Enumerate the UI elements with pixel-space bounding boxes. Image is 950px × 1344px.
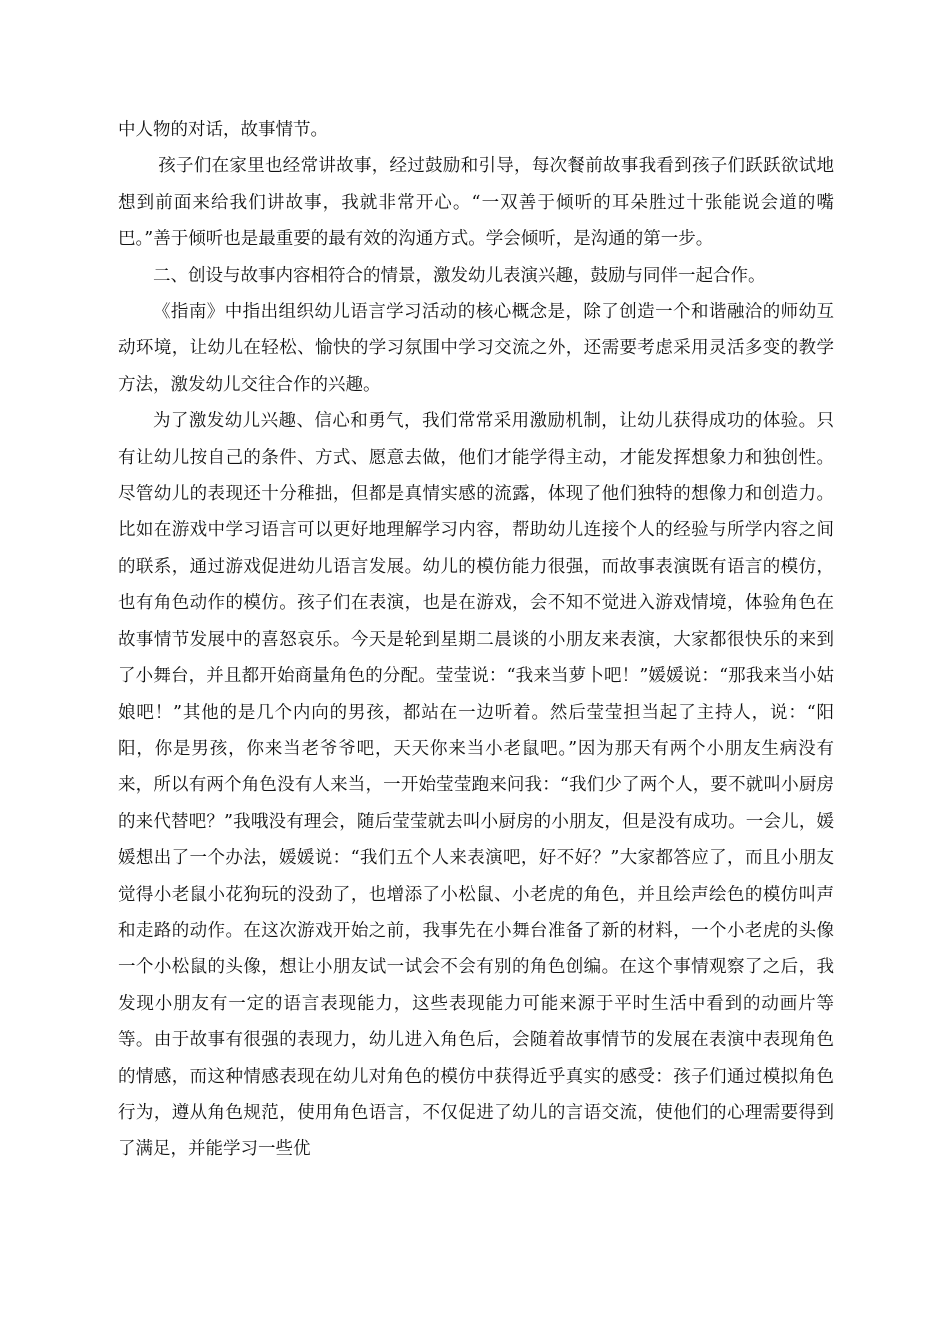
- paragraph-story-performance: 为了激发幼儿兴趣、信心和勇气，我们常常采用激励机制，让幼儿获得成功的体验。只有让幼儿按自己的条件、方式、愿意去做，他们才能学得主动，才能发挥想象力和独创性。尽管幼儿的表现还十分稚拙，但都是真情实感的流露，体现了他们独特的想像力和创造力。比如在游戏中学习语言可以更好地理解学习内容，帮助幼儿连接个人的经验与所学内容之间的联系，通过游戏促进幼儿语言发展。幼儿的模仿能力很强，而故事表演既有语言的模仿，也有角色动作的模仿。孩子们在表演，也是在游戏，会不知不觉进入游戏情境，体验角色在故事情节发展中的喜怒哀乐。今天是轮到星期二晨谈的小朋友来表演，大家都很快乐的来到了小舞台，并且都开始商量角色的分配。莹莹说：“我来当萝卜吧！”媛媛说：“那我来当小姑娘吧！”其他的是几个内向的男孩，都站在一边听着。然后莹莹担当起了主持人，说：“阳阳，你是男孩，你来当老爷爷吧，天天你来当小老鼠吧。”因为那天有两个小朋友生病没有来，所以有两个角色没有人来当，一开始莹莹跑来问我：“我们少了两个人，要不就叫小厨房的来代替吧？”我哦没有理会，随后莹莹就去叫小厨房的小朋友，但是没有成功。一会儿，媛媛想出了一个办法，媛媛说：“我们五个人来表演吧，好不好？”大家都答应了，而且小朋友觉得小老鼠小花狗玩的没劲了，也增添了小松鼠、小老虎的角色，并且绘声绘色的模仿叫声和走路的动作。在这次游戏开始之前，我事先在小舞台准备了新的材料，一个小老虎的头像一个小松鼠的头像，想让小朋友试一试会不会有别的角色创编。在这个事情观察了之后，我发现小朋友有一定的语言表现能力，这些表现能力可能来源于平时生活中看到的动画片等等。由于故事有很强的表现力，幼儿进入角色后，会随着故事情节的发展在表演中表现角色的情感，而这种情感表现在幼儿对角色的模仿中获得近乎真实的感受：孩子们通过模拟角色行为，遵从角色规范，使用角色语言，不仅促进了幼儿的言语交流，使他们的心理需要得到了满足，并能学习一些优: [118, 411, 834, 1160]
- section-heading-two: 二、创设与故事内容相符合的情景，激发幼儿表演兴趣，鼓励与同伴一起合作。: [153, 265, 766, 286]
- paragraph-guide: 《指南》中指出组织幼儿语言学习活动的核心概念是，除了创造一个和谐融洽的师幼互动环境，让幼儿在轻松、愉快的学习氛围中学习交流之外，还需要考虑采用灵活多变的教学方法，激发幼儿交往合作的兴趣。: [118, 302, 834, 395]
- paragraph-listening: 孩子们在家里也经常讲故事，经过鼓励和引导，每次餐前故事我看到孩子们跃跃欲试地想到前面来给我们讲故事，我就非常开心。“一双善于倾听的耳朵胜过十张能说会道的嘴巴。”善于倾听也是最重要的最有效的沟通方式。学会倾听，是沟通的第一步。: [118, 156, 834, 250]
- paragraph-continuation: 中人物的对话，故事情节。: [118, 120, 328, 140]
- document-body: [118, 112, 834, 1168]
